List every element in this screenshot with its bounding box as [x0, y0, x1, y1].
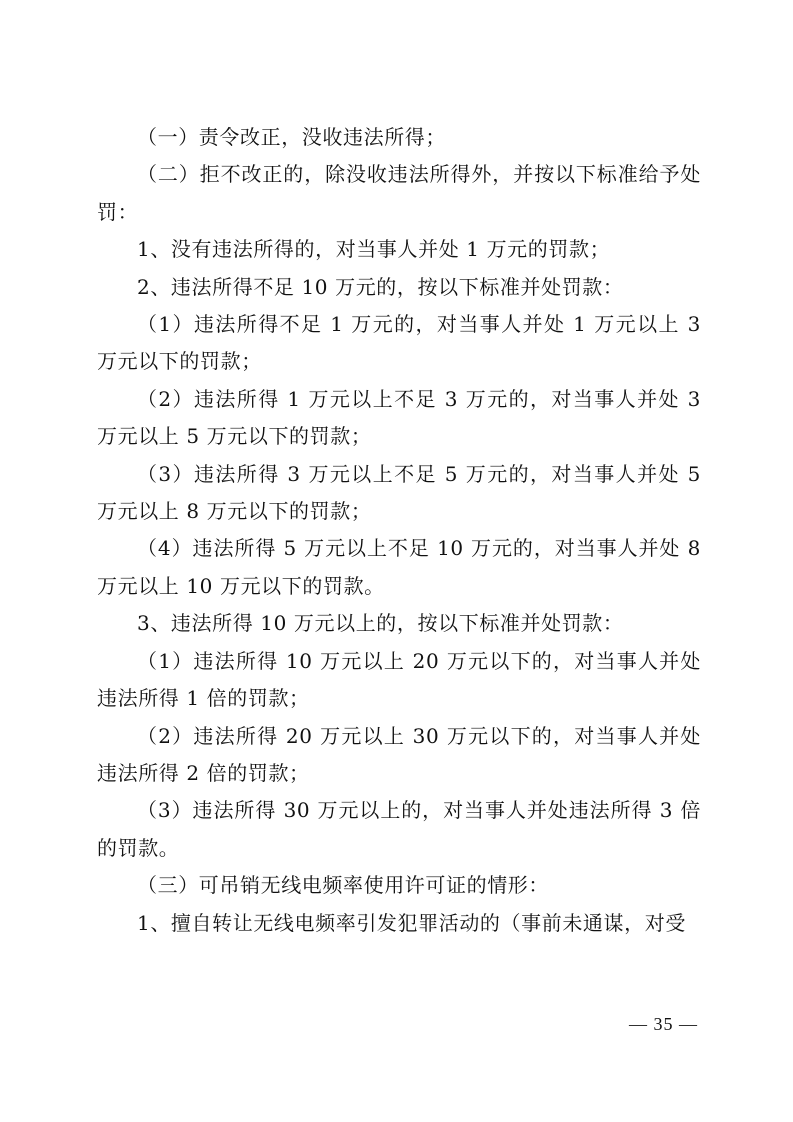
paragraph-3: 1、没有违法所得的，对当事人并处 1 万元的罚款； [137, 237, 611, 262]
paragraph-4: 2、违法所得不足 10 万元的，按以下标准并处罚款： [137, 274, 624, 299]
paragraph-11: （2）违法所得 20 万元以上 30 万元以下的，对当事人并处违法所得 2 倍的罚款； [97, 723, 701, 785]
paragraph-10: （1）违法所得 10 万元以上 20 万元以下的，对当事人并处违法所得 1 倍的罚款； [97, 648, 701, 711]
paragraph-1: （一）责令改正，没收违法所得； [137, 125, 446, 149]
paragraph-7: （3）违法所得 3 万元以上不足 5 万元的，对当事人并处 5 万元以上 8 万元以下的罚款； [97, 461, 701, 524]
paragraph-14: 1、擅自转让无线电频率引发犯罪活动的（事前未通谋，对受 [137, 910, 686, 935]
paragraph-2: （二）拒不改正的，除没收违法所得外，并按以下标准给予处罚： [97, 162, 701, 224]
paragraph-12: （3）违法所得 30 万元以上的，对当事人并处违法所得 3 倍的罚款。 [97, 798, 701, 860]
paragraph-8: （4）违法所得 5 万元以上不足 10 万元的，对当事人并处 8 万元以上 10 万元以下的罚款。 [97, 536, 701, 598]
document-body [97, 119, 701, 942]
paragraph-5: （1）违法所得不足 1 万元的，对当事人并处 1 万元以上 3 万元以下的罚款； [97, 312, 701, 374]
page-number: — 35 — [629, 1014, 698, 1034]
paragraph-9: 3、违法所得 10 万元以上的，按以下标准并处罚款： [137, 611, 624, 636]
paragraph-13: （三）可吊销无线电频率使用许可证的情形： [137, 873, 549, 898]
paragraph-6: （2）违法所得 1 万元以上不足 3 万元的，对当事人并处 3 万元以上 5 万元以下的罚款； [97, 386, 701, 449]
